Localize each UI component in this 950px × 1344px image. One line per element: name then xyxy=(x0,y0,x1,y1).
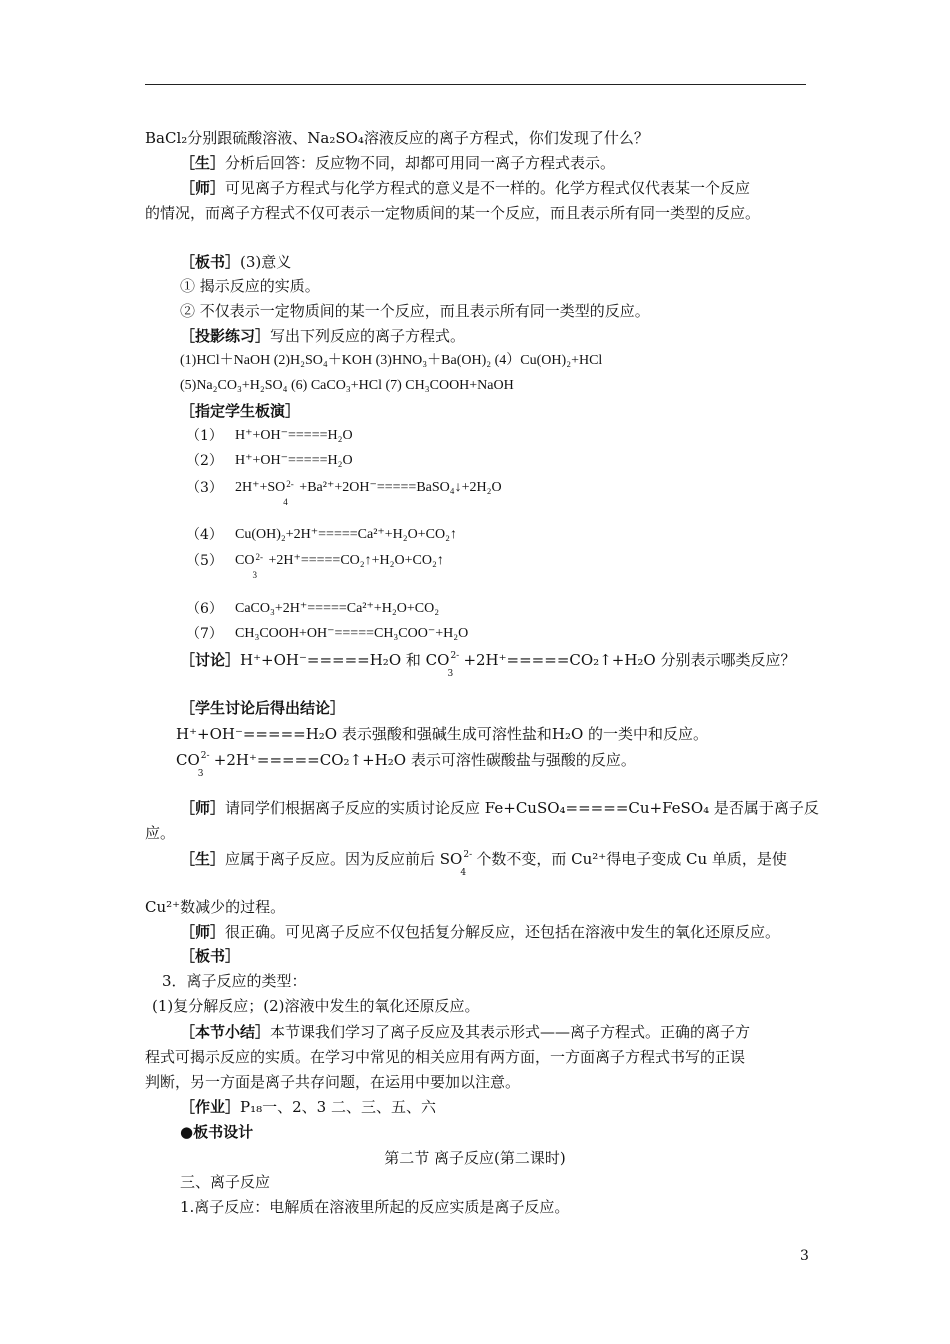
text-line: (1)复分解反应；(2)溶液中发生的氧化还原反应。 xyxy=(152,997,480,1015)
text-line: ［生］分析后回答：反应物不同，却都可用同一离子方程式表示。 xyxy=(180,154,616,172)
section-heading: ●板书设计 xyxy=(180,1123,254,1141)
equation-2: H⁺+OH⁻=====H₂O xyxy=(235,453,353,468)
exercise-list-1: (1)HCl＋NaOH (2)H₂SO₄＋KOH (3)HNO₃＋Ba(OH)₂ (4）Cu(OH)₂+HCl xyxy=(180,353,603,368)
sulfate-ion: 2- 4 xyxy=(460,850,473,878)
text-line: ［板书］(3)意义 xyxy=(180,253,292,271)
text-line: ② 不仅表示一定物质间的某一个反应，而且表示所有同一类型的反应。 xyxy=(180,302,650,320)
equation-4: Cu(OH)₂+2H⁺=====Ca²⁺+H₂O+CO₂↑ xyxy=(235,527,457,542)
equation-number: （6） xyxy=(186,601,223,617)
equation-number: （4） xyxy=(186,527,223,543)
carbonate-ion: 2- 3 xyxy=(447,651,460,679)
equation-1: H⁺+OH⁻=====H₂O xyxy=(235,428,353,443)
text-line: 应。 xyxy=(145,824,176,842)
text-line: Cu²⁺数减少的过程。 xyxy=(145,898,286,916)
equation-3: 2H⁺+SO 2- 4 +Ba²⁺+2OH⁻=====BaSO₄↓+2H₂O xyxy=(235,479,502,507)
text-line: H⁺+OH⁻=====H₂O 表示强酸和强碱生成可溶性盐和H₂O 的一类中和反应。 xyxy=(176,725,709,743)
equation-number: （5） xyxy=(186,553,223,569)
text-line: ［师］很正确。可见离子反应不仅包括复分解反应，还包括在溶液中发生的氧化还原反应。 xyxy=(180,923,781,941)
sulfate-ion: 2- 4 xyxy=(283,479,294,507)
text-line: ① 揭示反应的实质。 xyxy=(180,277,320,295)
equation-number: （1） xyxy=(186,428,223,444)
text-line: 三、离子反应 xyxy=(180,1173,271,1191)
text-line: ［投影练习］写出下列反应的离子方程式。 xyxy=(180,327,466,345)
carbonate-ion: 2- 3 xyxy=(252,552,263,580)
section-tag: ［板书］ xyxy=(180,947,241,965)
board-title: 第二节 离子反应(第二课时) xyxy=(384,1149,566,1167)
text-line: BaCl₂分别跟硫酸溶液、Na₂SO₄溶液反应的离子方程式，你们发现了什么？ xyxy=(145,129,649,147)
equation-number: （2） xyxy=(186,453,223,469)
exercise-list-2: (5)Na₂CO₃+H₂SO₄ (6) CaCO₃+HCl (7) CH₃COOH+NaOH xyxy=(180,378,514,393)
section-tag: ［指定学生板演］ xyxy=(180,402,301,420)
text-line: 的情况，而离子方程式不仅可表示一定物质间的某一个反应，而且表示所有同一类型的反应。 xyxy=(145,204,761,222)
text-line: ［讨论］H⁺+OH⁻=====H₂O 和 CO 2- 3 +2H⁺=====CO₂↑+H₂O 分别表示哪类反应？ xyxy=(180,651,796,679)
equation-number: （7） xyxy=(186,626,223,642)
text-line: 程式可揭示反应的实质。在学习中常见的相关应用有两方面，一方面离子方程式书写的正误 xyxy=(145,1048,746,1066)
text-line: 1.离子反应：电解质在溶液里所起的反应实质是离子反应。 xyxy=(180,1198,570,1216)
text-line: ［生］应属于离子反应。因为反应前后 SO 2- 4 个数不变，而 Cu²⁺得电子变成 Cu 单质，是使 xyxy=(180,850,787,878)
text-line: ［师］可见离子方程式与化学方程式的意义是不一样的。化学方程式仅代表某一个反应 xyxy=(180,179,751,197)
section-tag: ［学生讨论后得出结论］ xyxy=(180,699,346,717)
text-line: ［师］请同学们根据离子反应的实质讨论反应 Fe+CuSO₄=====Cu+FeSO₄ 是否属于离子反 xyxy=(180,799,819,817)
carbonate-ion: 2- 3 xyxy=(197,751,210,779)
text-line: ［本节小结］本节课我们学习了离子反应及其表示形式——离子方程式。正确的离子方 xyxy=(180,1023,751,1041)
header-rule xyxy=(145,84,806,85)
equation-6: CaCO₃+2H⁺=====Ca²⁺+H₂O+CO₂ xyxy=(235,601,440,616)
equation-7: CH₃COOH+OH⁻=====CH₃COO⁻+H₂O xyxy=(235,626,469,641)
text-line: ［作业］P₁₈一、2、3 二、三、五、六 xyxy=(180,1098,436,1116)
equation-5: CO 2- 3 +2H⁺=====CO₂↑+H₂O+CO₂↑ xyxy=(235,552,444,580)
equation-number: （3） xyxy=(186,480,223,496)
text-line: 3．离子反应的类型： xyxy=(162,972,307,990)
text-line: CO 2- 3 +2H⁺=====CO₂↑+H₂O 表示可溶性碳酸盐与强酸的反应。 xyxy=(176,751,636,779)
page-number: 3 xyxy=(800,1248,809,1264)
text-line: 判断，另一方面是离子共存问题，在运用中要加以注意。 xyxy=(145,1073,521,1091)
